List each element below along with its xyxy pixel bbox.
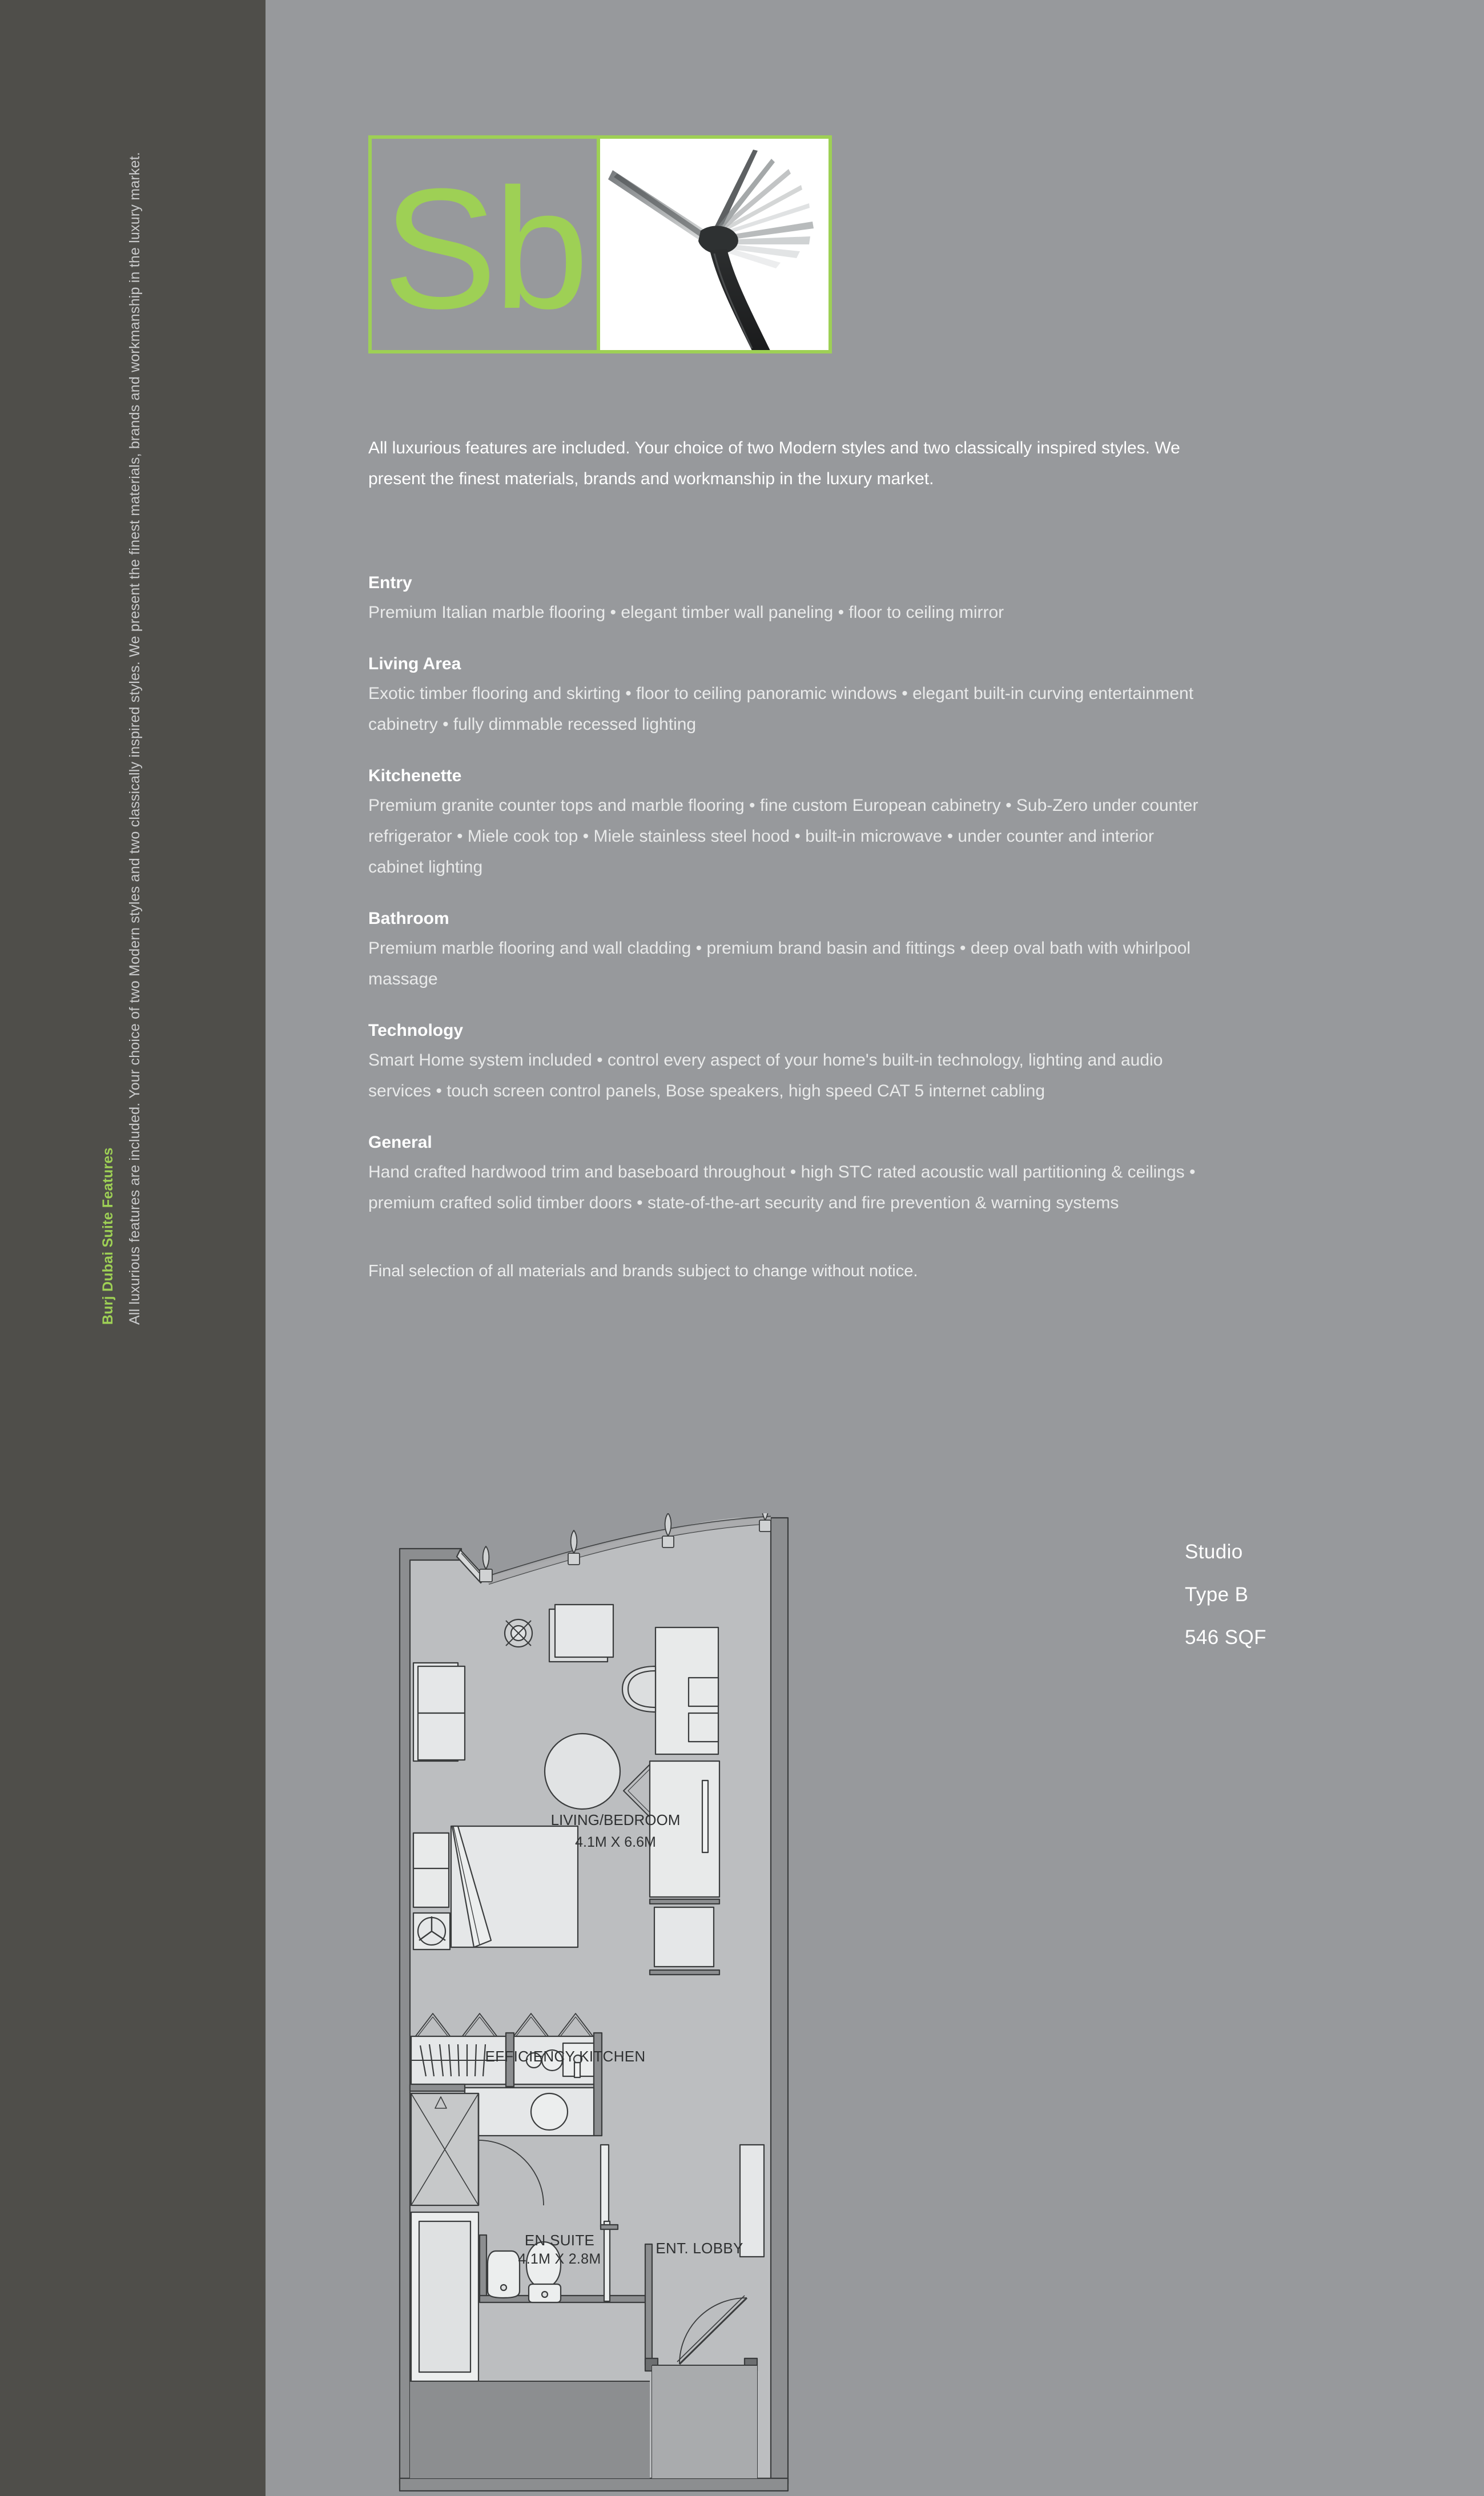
floorplan-drawing xyxy=(394,1513,794,2495)
section-kitchenette xyxy=(368,764,1208,883)
floorplan xyxy=(394,1513,794,2495)
logo-photo-panel xyxy=(600,139,829,350)
unit-caption xyxy=(1185,1530,1266,1659)
section-general-heading: General xyxy=(368,1133,432,1152)
flower-icon xyxy=(600,139,829,350)
room-label-living-bedroom: LIVING/BEDROOM xyxy=(550,1811,681,1828)
section-kitchenette-heading: Kitchenette xyxy=(368,766,462,785)
section-general-body: Hand crafted hardwood trim and baseboard throughout • high STC rated acoustic wall partitioning & ceilings • premium crafted solid timber doors • state-of-the-art security and fire prevention & warning systems xyxy=(368,1163,1196,1212)
section-bathroom-body: Premium marble flooring and wall cladding • premium brand basin and fittings • deep oval bath with whirlpool massage xyxy=(368,939,1191,988)
logo-mark-panel xyxy=(372,139,600,350)
section-living-area-heading: Living Area xyxy=(368,654,461,673)
section-general xyxy=(368,1131,1208,1219)
section-bathroom-heading: Bathroom xyxy=(368,909,449,928)
unit-variant: Type B xyxy=(1185,1583,1249,1606)
unit-type: Studio xyxy=(1185,1541,1243,1563)
section-technology-heading: Technology xyxy=(368,1021,464,1040)
room-dim-en-suite: 4.1M X 2.8M xyxy=(518,2251,601,2267)
room-label-ent-lobby: ENT. LOBBY xyxy=(655,2240,743,2257)
room-label-en-suite: EN SUITE xyxy=(524,2232,595,2249)
room-dim-living-bedroom: 4.1M X 6.6M xyxy=(575,1834,656,1850)
section-living-area-body: Exotic timber flooring and skirting • floor to ceiling panoramic windows • elegant built-in curving entertainment cabinetry • fully dimmable recessed lighting xyxy=(368,684,1194,734)
sidebar-vertical-title: Burj Dubai Suite Features xyxy=(100,1147,116,1325)
section-entry-heading: Entry xyxy=(368,573,412,592)
brand-logo xyxy=(368,135,832,353)
section-kitchenette-body: Premium granite counter tops and marble flooring • fine custom European cabinetry • Sub-Zero under counter refrigerator • Miele cook top • Miele stainless steel hood • built-in microwave • under counter and interior cabinet lighting xyxy=(368,796,1199,877)
section-technology-body: Smart Home system included • control every aspect of your home's built-in technology, lighting and audio services • touch screen control panels, Bose speakers, high speed CAT 5 internet cabling xyxy=(368,1051,1163,1100)
section-technology xyxy=(368,1019,1208,1107)
section-entry xyxy=(368,571,1208,628)
intro-paragraph: All luxurious features are included. Your choice of two Modern styles and two classically inspired styles. We present the finest materials, brands and workmanship in the luxury market. xyxy=(368,439,1180,488)
features-sections xyxy=(368,571,1208,1299)
sidebar-vertical-body: All luxurious features are included. Your choice of two Modern styles and two classically inspired styles. We present the finest materials, brands and workmanship in the luxury market. xyxy=(127,152,143,1325)
room-label-efficiency-kitchen: EFFICIENCY KITCHEN xyxy=(485,2048,646,2065)
section-bathroom xyxy=(368,907,1208,995)
logo-mark-text: Sb xyxy=(383,152,586,345)
section-living-area xyxy=(368,652,1208,740)
unit-area: 546 SQF xyxy=(1185,1626,1266,1649)
sidebar-rail xyxy=(0,0,266,2496)
section-entry-body: Premium Italian marble flooring • elegant timber wall paneling • floor to ceiling mirror xyxy=(368,603,1004,622)
disclaimer-text: Final selection of all materials and brands subject to change without notice. xyxy=(368,1262,918,1280)
